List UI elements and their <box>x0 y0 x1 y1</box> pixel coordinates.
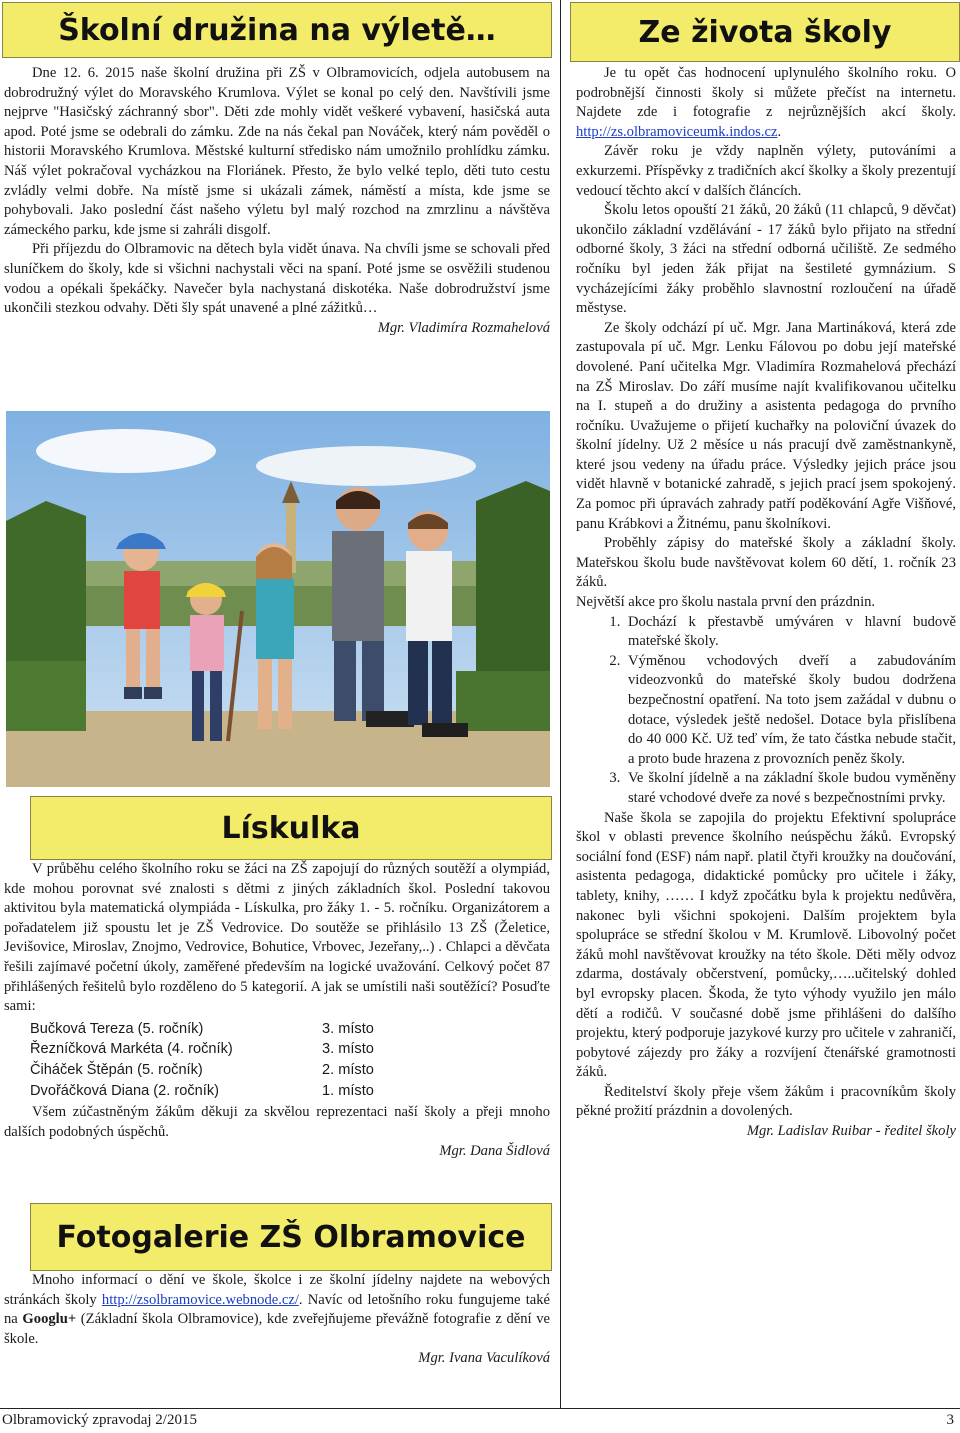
liskulka-signature: Mgr. Dana Šidlová <box>439 1143 550 1160</box>
gallery-text-a: Mnoho informací o dění ve škole, školce i ze školní jídelny najdete na webových stránkách školy <box>4 1272 550 1308</box>
life-paragraph-1-end: . <box>777 123 782 140</box>
school-life-banner <box>570 2 960 62</box>
life-paragraph-6: Největší akce pro školu nastala první den prázdnin. <box>576 594 876 611</box>
gallery-banner <box>30 1203 552 1271</box>
liskulka-article <box>4 860 550 1162</box>
gallery-text-b: . Navíc od letošního roku fungujeme také na <box>4 1291 551 1328</box>
result-name: Bučková Tereza (5. ročník) <box>30 1020 204 1037</box>
school-life-title: Ze života školy <box>638 14 892 50</box>
trip-signature: Mgr. Vladimíra Rozmahelová <box>377 319 550 336</box>
column-divider <box>560 0 561 1408</box>
life-paragraph-1 <box>576 64 956 142</box>
result-place: 3. místo <box>322 1020 374 1037</box>
liskulka-paragraph-1: V průběhu celého školního roku se žáci na ZŠ zapojují do různých soutěží a olympiád, kde mohou porovnat své znalosti s dětmi z jiných základních škol. Poslední takovou aktivitou byla matematická olympiáda - Lískulka, pro žáky 1. - 5. ročníku. Organizátorem a pořadatelem již spoustu let je ZŠ Vedrovice. Do soutěže se přihlásilo 13 ZŠ (Želetice, Jevišovice, Miroslav, Znojmo, Vedrovice, Bohutice, Vrbovec, Jezeřany,..) . Chlapci a děvčata řešili zajímavé početní úkoly, zaměřené především na logické uvažování. Celkový počet 87 přihlášených řešitelů bylo rozděleno do 5 kategorií. A jak se umístili naši soutěžící? Posuďte sami: <box>4 861 550 1015</box>
life-paragraph-7: Naše škola se zapojila do projektu Efektivní spolupráce škol v oblasti prevence školního neúspěchu žáků. Evropský sociální fond (ESF) nám např. platil čtyři kroužky na doučování, asistenta pedagoga, didaktické pomůcky pro učitele i žáky, tablety, knihy, …… I když zpočátku byla k projektu nedůvěra, nakonec byli všichni spokojeni. Dalším projektem byla spolupráce se střední školou v M. Krumlově. Libovolný počet žáků mohl navštěvovat kroužky na této škole. Děti měly odvoz zdarma, dostávaly občerstvení, pomůcky,…..učitelský dohled byl evropsky placen. Škoda, že tyto výhody využilo jen málo dětí a rodičů. V současné době jsme přihlášeni do dalšího projektu, který podporuje jazykové kurzy pro učitele v zahraničí, pobytové zájezdy pro žáky a rozvíjení čtenářské gramotnosti žáků. <box>576 809 956 1081</box>
result-name: Řezníčková Markéta (4. ročník) <box>30 1041 233 1058</box>
gallery-paragraph <box>4 1271 550 1349</box>
result-row <box>30 1060 374 1081</box>
gallery-text-c: (Základní škola Olbramovice), kde zveřejňujeme převážně fotografie z dění ve škole. <box>4 1311 550 1347</box>
list-item: 2. Výměnou vchodových dveří a zabudováním videozvonků do mateřské školy budou dodržena bezpečnostní opatření. Na toto jsem zažádal v dubnu o dotace, výsledek ještě nedošel. Dotace byla přislíbena do 40 000 Kč. Už teď vím, že tato částka nebude stačit, a proto bude hrazena z provozních peněz školy. <box>624 652 956 770</box>
children-photo-drawing <box>6 411 550 787</box>
liskulka-title: Lískulka <box>221 810 361 846</box>
improvements-list <box>576 613 956 809</box>
gallery-article <box>4 1271 550 1369</box>
result-row <box>30 1039 374 1060</box>
result-row <box>30 1019 374 1040</box>
trip-paragraph-2: Při příjezdu do Olbramovic na dětech byla vidět únava. Na chvíli jsme se schovali před sluníčkem do školy, kde si všichni nachystali věci na spaní. Poté jsme se osvěžili studenou vodou a opékali špekáčky. Navečer byla nachystaná diskotéka. Naše dobrodružství jsme ukončili stezkou odvahy. Děti šly spát unavené a plné zážitků… <box>4 241 550 317</box>
result-name: Dvořáčková Diana (2. ročník) <box>30 1082 219 1099</box>
result-row <box>30 1081 374 1102</box>
trip-article <box>4 64 550 338</box>
trip-banner <box>2 2 552 58</box>
results-table <box>30 1019 374 1101</box>
list-item: 1. Dochází k přestavbě umýváren v hlavní budově mateřské školy. <box>624 613 956 652</box>
school-gallery-link[interactable]: http://zs.olbramoviceumk.indos.cz <box>576 123 778 140</box>
life-signature: Mgr. Ladislav Ruibar - ředitel školy <box>746 1123 956 1140</box>
footer-publication: Olbramovický zpravodaj 2/2015 <box>2 1412 197 1428</box>
footer-rule <box>0 1408 960 1409</box>
life-paragraph-1-text: Je tu opět čas hodnocení uplynulého školního roku. O podrobnější činnosti školy si můžete přečíst na internetu. Najdete zde i fotografie z nejrůznějších akcí školy. <box>576 65 956 121</box>
liskulka-banner <box>30 796 552 860</box>
children-photo <box>6 411 550 787</box>
life-paragraph-3: Školu letos opouští 21 žáků, 20 žáků (11 chlapců, 9 děvčat) ukončilo základní vzdělávání - 17 žáků bylo přijato na střední odborné školy, 3 žáci na střední odborná učiliště. Ze sedmého ročníku byl jeden žák přijat na šestileté gymnázium. S vycházejícími žáky proběhlo slavnostní rozloučení na úřadě městyse. <box>576 202 956 317</box>
life-paragraph-8: Ředitelství školy přeje všem žákům i pracovníkům školy pěkné prožití prázdnin a dovolených. <box>576 1083 956 1120</box>
life-paragraph-4: Ze školy odchází pí uč. Mgr. Jana Martináková, která zde zastupovala pí uč. Mgr. Lenku Fálovou po dobu její mateřské dovolené. Paní učitelka Mgr. Vladimíra Rozmahelová přechází na ZŠ Miroslav. Do září musíme najít kvalifikovanou učitelku na I. stupeň a do družiny a asistenta pedagoga do prvního ročníku. Uvažujeme o přijetí kuchařky na poloviční úvazek do školní jídelny. Už 2 měsíce u nás pracují dvě zaměstnankyně, které jsou vedeny na úřadu práce. Výsledky jejich práce jsou vidět hlavně v botanické zahradě, s jejich prací jsem spokojený. Za pomoc při úpravách zahrady patří poděkování Agře Višňové, panu Krábkovi a Žitnému, panu školníkovi. <box>576 319 956 532</box>
school-life-article <box>576 64 956 1142</box>
liskulka-paragraph-2: Všem zúčastněným žákům děkuji za skvělou reprezentaci naší školy a přeji mnoho dalších podobných úspěchů. <box>4 1104 550 1140</box>
school-website-link[interactable]: http://zsolbramovice.webnode.cz/ <box>101 1291 299 1308</box>
trip-title: Školní družina na výletě… <box>58 12 496 48</box>
list-item: 3. Ve školní jídelně a na základní škole budou vyměněny staré vchodové dveře za nové s bezpečnostními prvky. <box>624 769 956 808</box>
gallery-title: Fotogalerie ZŠ Olbramovice <box>56 1219 526 1255</box>
result-place: 3. místo <box>322 1041 374 1058</box>
gallery-signature: Mgr. Ivana Vaculíková <box>418 1350 550 1367</box>
trip-paragraph-1: Dne 12. 6. 2015 naše školní družina při ZŠ v Olbramovicích, odjela autobusem na dobrodružný výlet do Moravského Krumlova. Výlet se konal po celý den. Navštívili jsme nejprve "Hasičský záchranný sbor". Děti zde mohly vidět veškeré vybavení, hasičská auta apod. Poté jsme se odebrali do zámku. Zde na nás čekal pan Nováček, který nám pověděl o historii Moravského Krumlova. Městské kulturní středisko nám umožnilo prohlídku zámku. Náš výlet pokračoval vycházkou na Floriánek. Přesto, že bylo velké teplo, děti tuto cestu zvládly velmi dobře. Na místě jsme si ukázali zámek, náměstí a místa, kde jsme se pohybovali. Jako poslední část našeho výletu byl malý rozchod na zmrzlinu a návštěva zámeckého parku, kde jsme si zahráli disgolf. <box>4 65 550 238</box>
result-place: 2. místo <box>322 1061 374 1078</box>
footer-page-number: 3 <box>946 1412 954 1428</box>
life-paragraph-2: Závěr roku je vždy naplněn výlety, putováními a exkurzemi. Příspěvky z tradičních akcí školky a školy prezentují vedoucí těchto akcí v dalších článcích. <box>576 143 956 199</box>
result-place: 1. místo <box>322 1082 374 1099</box>
google-plus-text: Googlu+ <box>22 1311 77 1328</box>
result-name: Čiháček Štěpán (5. ročník) <box>30 1061 203 1078</box>
life-paragraph-5: Proběhly zápisy do mateřské školy a základní školy. Mateřskou školu bude navštěvovat kolem 60 dětí, 1. ročník 23 žáků. <box>576 535 956 591</box>
